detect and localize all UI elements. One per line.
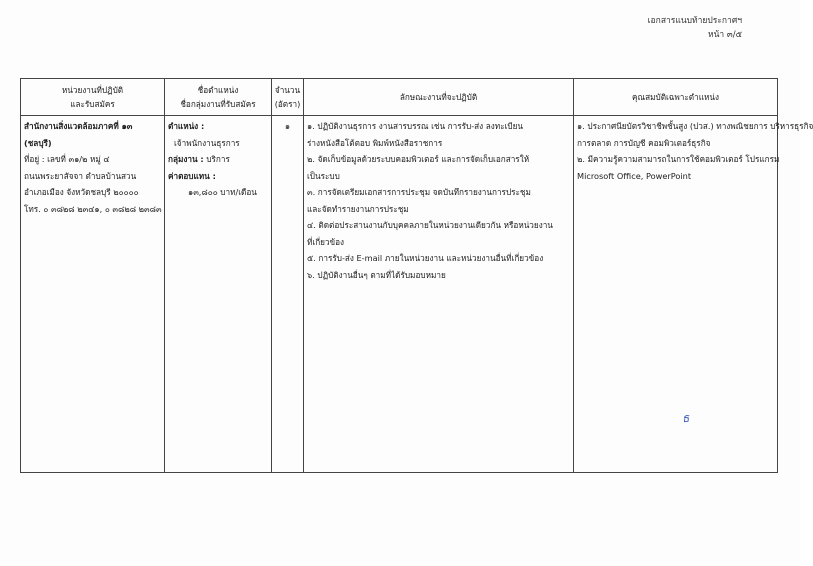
document-header: [648, 14, 742, 42]
agency-phone: โทร. ๐ ๓๘๒๘ ๒๓๔๑, ๐ ๓๘๒๘ ๒๓๘๓: [24, 203, 162, 214]
recruitment-table: [20, 78, 813, 473]
duty-line: ๓. การจัดเตรียมเอกสารการประชุม จดบันทึกรายงานการประชุม: [307, 187, 531, 197]
salary-value: ๑๓,๘๐๐ บาท/เดือน: [188, 187, 257, 197]
qualification-line: Microsoft Office, PowerPoint: [577, 170, 692, 181]
agency-address-2: ถนนพระยาสัจจา ตำบลบ้านสวน: [24, 170, 137, 181]
handwritten-initials: ธ: [680, 410, 691, 426]
duty-line: เป็นระบบ: [307, 170, 340, 181]
column-header-agency: หน่วยงานที่ปฏิบัติ และรับสมัคร: [21, 79, 165, 116]
duties-cell: [304, 116, 574, 473]
agency-address-1: ที่อยู่ : เลขที่ ๓๑/๒ หมู่ ๔: [24, 154, 110, 164]
column-header-qualifications: คุณสมบัติเฉพาะตำแหน่ง: [574, 79, 778, 116]
agency-province: (ชลบุรี): [24, 137, 52, 148]
column-header-duties: ลักษณะงานที่จะปฏิบัติ: [304, 79, 574, 116]
column-header-position: ชื่อตำแหน่ง ชื่อกลุ่มงานที่รับสมัคร: [165, 79, 272, 116]
duty-line: ร่างหนังสือโต้ตอบ พิมพ์หนังสือราชการ: [307, 137, 443, 148]
qualifications-cell: [574, 116, 813, 473]
qualification-line: การตลาด การบัญชี คอมพิวเตอร์ธุรกิจ: [577, 137, 711, 148]
column-header-count: จำนวน (อัตรา): [272, 79, 304, 116]
duty-line: และจัดทำรายงานการประชุม: [307, 203, 409, 214]
count-cell: [272, 116, 304, 473]
position-title: เจ้าพนักงานธุรการ: [174, 137, 240, 148]
header-page-number: หน้า ๓/๕: [708, 30, 742, 40]
agency-address-3: อำเภอเมือง จังหวัดชลบุรี ๒๐๐๐๐: [24, 187, 139, 197]
duty-line: ๖. ปฏิบัติงานอื่นๆ ตามที่ได้รับมอบหมาย: [307, 269, 446, 280]
agency-name: สำนักงานสิ่งแวดล้อมภาคที่ ๑๓: [24, 121, 133, 131]
position-cell: [165, 116, 272, 473]
table-header-row: [21, 79, 778, 116]
position-count: ๑: [284, 121, 291, 131]
duty-line: ๕. การรับ-ส่ง E-mail ภายในหน่วยงาน และหน่วยงานอื่นที่เกี่ยวข้อง: [307, 253, 544, 263]
qualification-line: ๑. ประกาศนียบัตรวิชาชีพชั้นสูง (ปวส.) ทางพณิชยการ บริหารธุรกิจ: [577, 121, 813, 131]
duty-line: ที่เกี่ยวข้อง: [307, 236, 345, 247]
salary-label: ค่าตอบแทน :: [168, 170, 216, 181]
position-group: บริการ: [206, 154, 230, 164]
table-row: [21, 116, 778, 473]
position-group-label: กลุ่มงาน :: [168, 154, 204, 164]
agency-cell: [21, 116, 165, 473]
qualification-line: ๒. มีความรู้ความสามารถในการใช้คอมพิวเตอร์ โปรแกรม: [577, 154, 780, 164]
duty-line: ๒. จัดเก็บข้อมูลด้วยระบบคอมพิวเตอร์ และการจัดเก็บเอกสารให้: [307, 154, 530, 164]
position-title-label: ตำแหน่ง :: [168, 121, 205, 131]
duty-line: ๑. ปฏิบัติงานธุรการ งานสารบรรณ เช่น การรับ-ส่ง ลงทะเบียน: [307, 121, 523, 131]
header-attachment-note: เอกสารแนบท้ายประกาศฯ: [647, 16, 742, 26]
duty-line: ๔. ติดต่อประสานงานกับบุคคลภายในหน่วยงานเดียวกัน หรือหน่วยงาน: [307, 220, 553, 230]
